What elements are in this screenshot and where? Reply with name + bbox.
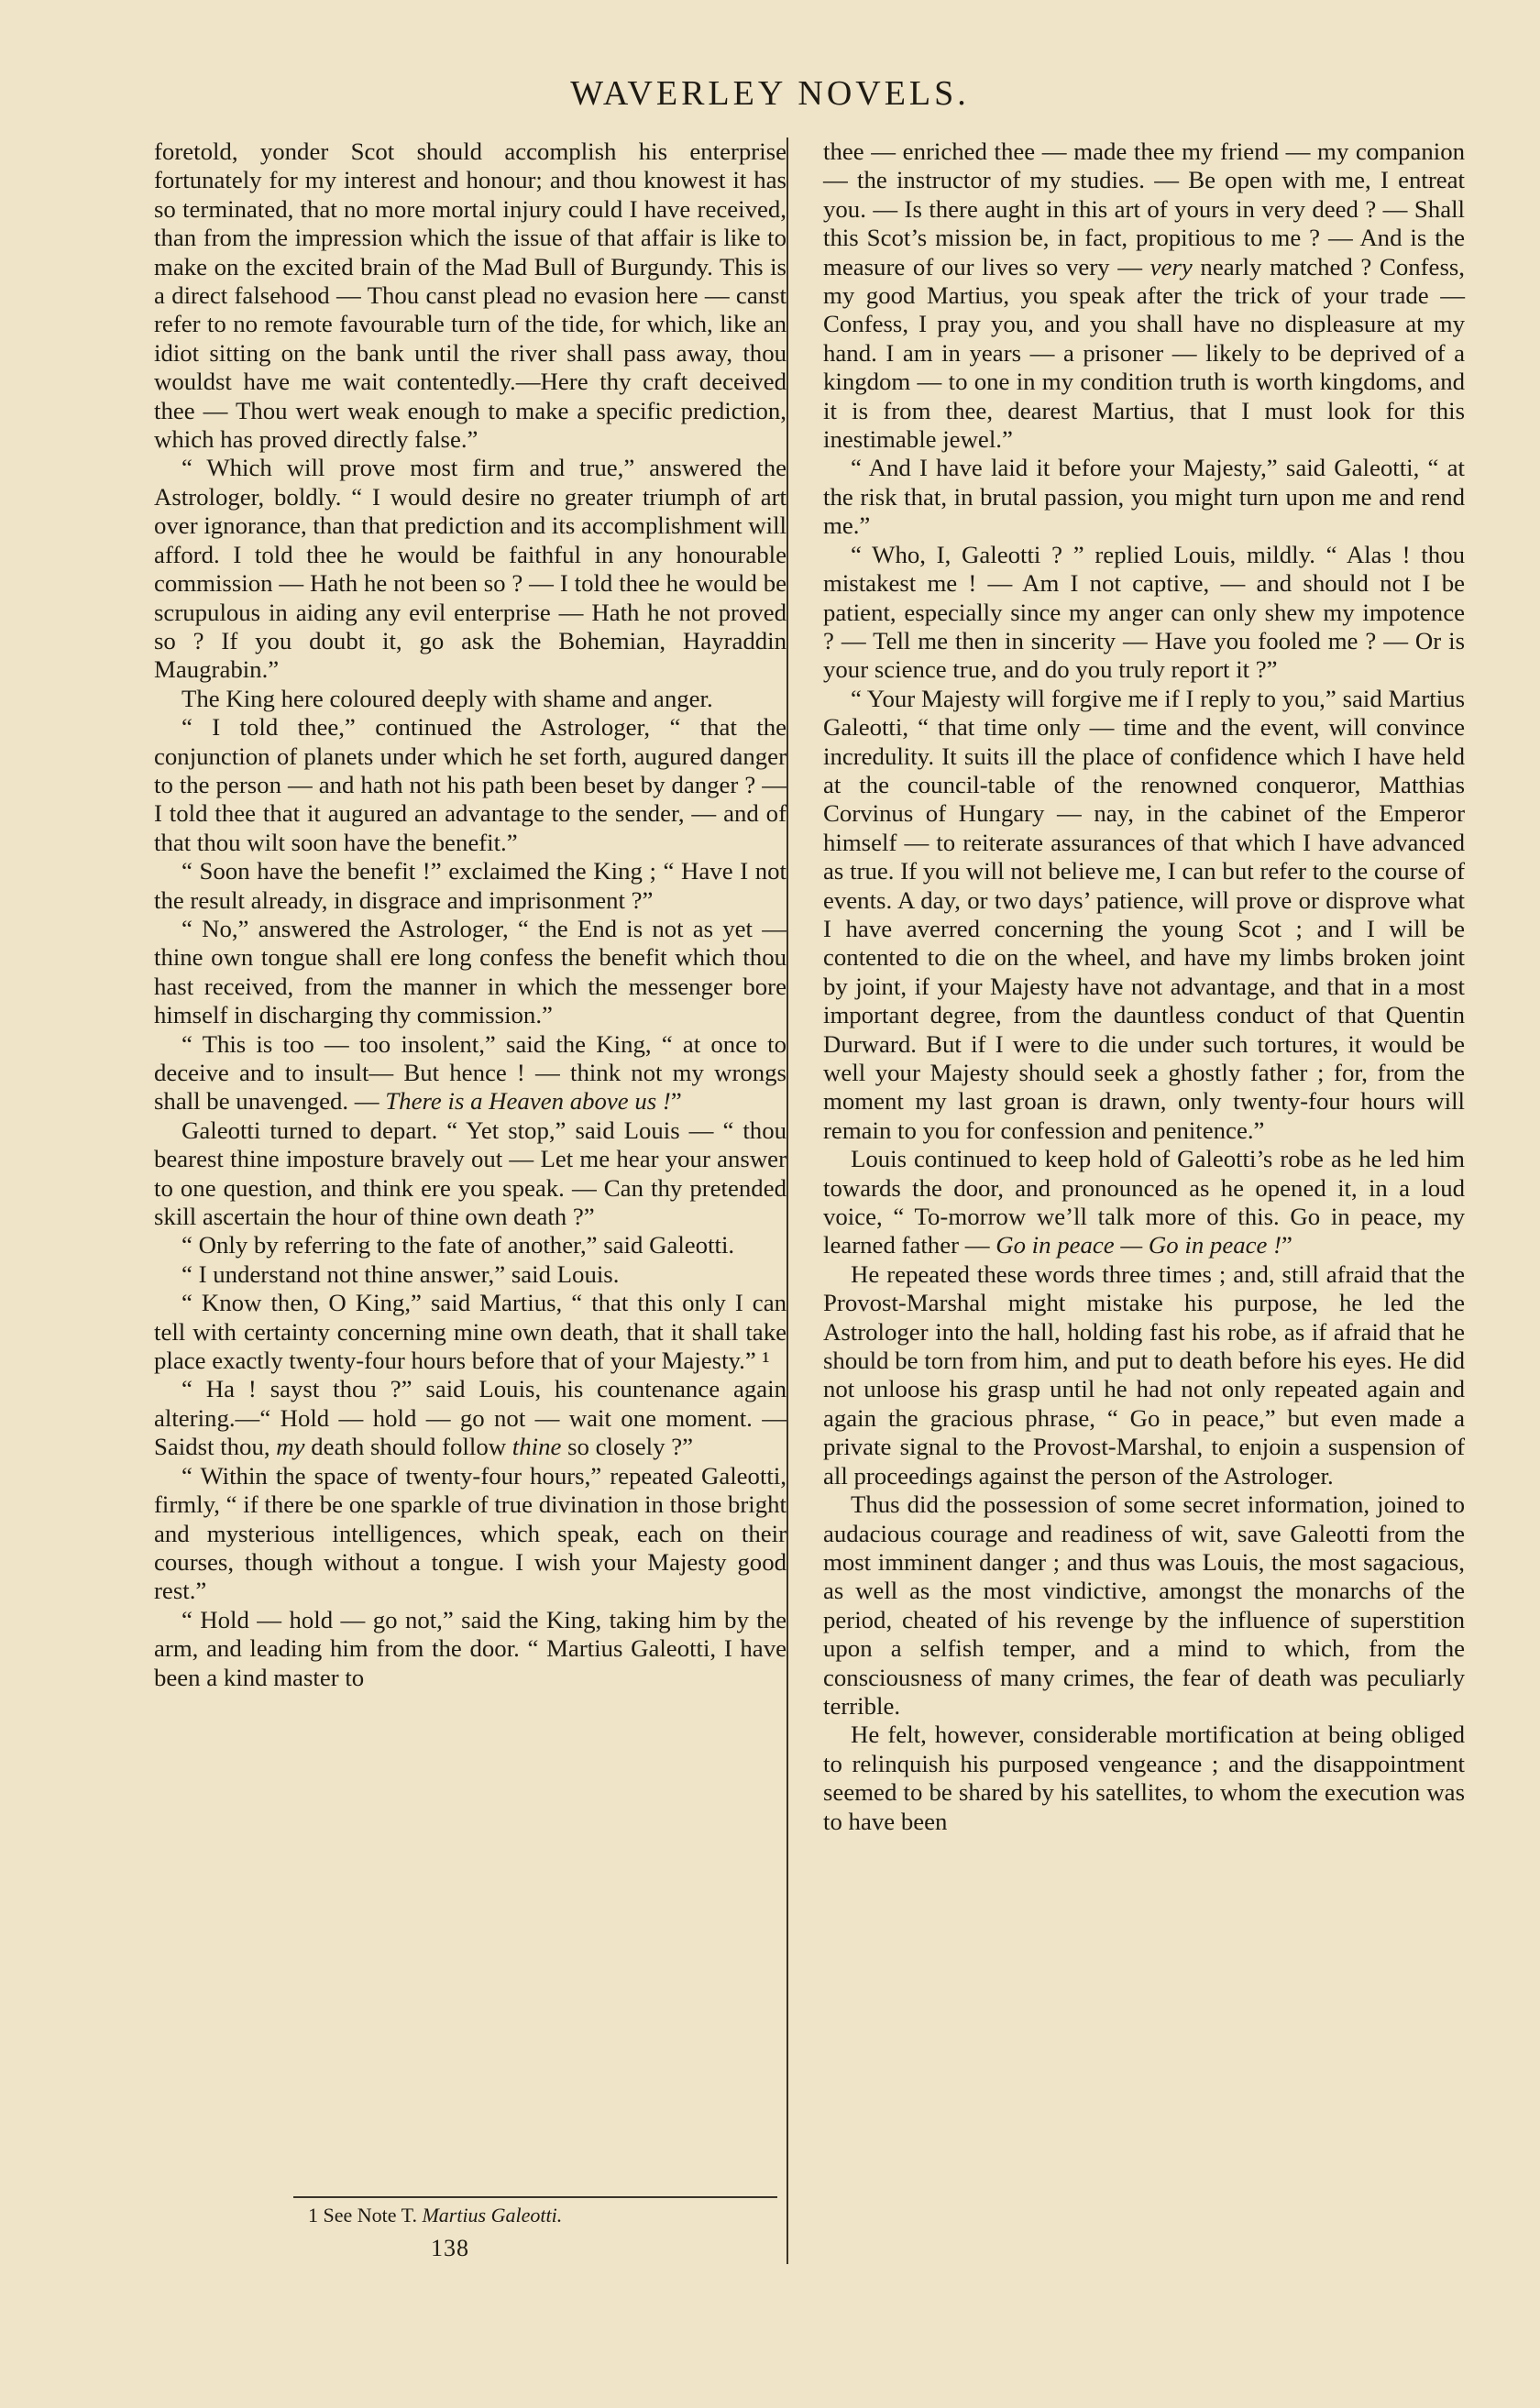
paragraph — [823, 685, 1465, 1146]
italic-text: my — [276, 1433, 305, 1461]
text-run: so closely ?” — [561, 1433, 693, 1461]
paragraph — [823, 541, 1465, 685]
running-header: WAVERLEY NOVELS. — [570, 74, 970, 113]
text-run: He repeated these words three times ; and, still afraid that the Provost-Marshal might mistake his purpose, he led the Astrologer into the hall, holding fast his robe, as if afraid that he should be torn from him, and put to death before his eyes. He did not unloose his grasp until he had not only repeated again and again the gracious phrase, “ Go in peace,” but even made a private signal to the Provost-Marshal, to enjoin a suspension of all proceedings against the person of the Astrologer. — [823, 1259, 1465, 1490]
text-run: “ I told thee,” continued the Astrologer, “ that the conjunction of planets under which he set forth, augured danger to the person — and hath not his path been beset by danger ? — I told thee that it augured an advantage to the sender, — and of that thou wilt soon have the benefit.” — [154, 713, 786, 856]
paragraph — [154, 1606, 786, 1692]
text-run: “ Which will prove most firm and true,” answered the Astrologer, boldly. “ I would desire no greater triumph of art over ignorance, than that prediction and its accomplishment will afford. I told thee he would be faithful in any honourable commission — Hath he not been so ? — I told thee he would be scrupulous in aiding any evil enterprise — Hath he not proved so ? If you doubt it, go ask the Bohemian, Hayraddin Maugrabin.” — [154, 454, 786, 684]
footnote-italic: Martius Galeotti. — [422, 2204, 563, 2227]
text-run: “ Soon have the benefit !” exclaimed the King ; “ Have I not the result already, in disgrace and imprisonment ?” — [154, 857, 786, 914]
paragraph — [154, 1375, 786, 1461]
italic-text: There is a Heaven above us ! — [385, 1087, 671, 1116]
text-run: Thus did the possession of some secret information, joined to audacious courage and readiness of wit, save Galeotti from the most imminent danger ; and thus was Louis, the most sagacious, as well as the most vindictive, amongst the monarchs of the period, cheated of his revenge by the influence of superstition upon a selfish temper, and a mind to which, from the consciousness of many crimes, the fear of death was peculiarly terrible. — [823, 1490, 1465, 1720]
column-divider — [786, 137, 788, 2264]
text-run: The King here coloured deeply with shame and anger. — [182, 684, 713, 712]
text-run: “ I understand not thine answer,” said Louis. — [182, 1259, 620, 1288]
page-number: 138 — [431, 2235, 469, 2261]
right-column — [823, 137, 1465, 1836]
paragraph — [154, 1030, 786, 1116]
text-run: “ Ha ! sayst thou ?” said Louis, his countenance again altering.—“ Hold — hold — go not — wait one moment. — Saidst thou, — [154, 1375, 786, 1461]
text-run: “ Hold — hold — go not,” said the King, taking him by the arm, and leading him from the door. “ Martius Galeotti, I have been a kind master to — [154, 1605, 786, 1691]
paragraph — [823, 1260, 1465, 1490]
footnote — [308, 2204, 562, 2227]
text-run: “ Know then, O King,” said Martius, “ that this only I can tell with certainty concerning mine own death, that it shall take place exactly twenty-four hours before that of your Majesty.” ¹ — [154, 1289, 786, 1375]
paragraph — [154, 1116, 786, 1232]
text-run: foretold, yonder Scot should accomplish his enterprise fortunately for my interest and honour; and thou knowest it has so terminated, that no more mortal injury could I have received, than from the impression which the issue of that affair is like to make on the excited brain of the Mad Bull of Burgundy. This is a direct falsehood — Thou canst plead no evasion here — canst refer to no remote favourable turn of the tide, for which, like an idiot sitting on the bank until the river shall pass away, thou wouldst have me wait contentedly.—Here thy craft deceived thee — Thou wert weak enough to make a specific prediction, which has proved directly false.” — [154, 137, 786, 454]
text-run: “ And I have laid it before your Majesty,” said Galeotti, “ at the risk that, in brutal passion, you might turn upon me and rend me.” — [823, 454, 1465, 540]
italic-text: thine — [512, 1433, 562, 1461]
paragraph — [154, 857, 786, 915]
text-run: “ Within the space of twenty-four hours,” repeated Galeotti, firmly, “ if there be one sparkle of true divination in those bright and mysterious intelligences, which speak, each on their courses, though without a tongue. I wish your Majesty good rest.” — [154, 1461, 786, 1605]
text-run: “ Your Majesty will forgive me if I reply to you,” said Martius Galeotti, “ that time only — time and the event, will convince incredulity. It suits ill the place of confidence which I have held at the council-table of the renowned conqueror, Matthias Corvinus of Hungary — nay, in the cabinet of the Emperor himself — to reiterate assurances of that which I have advanced as true. If you will not believe me, I can but refer to the course of events. A day, or two days’ patience, will prove or disprove what I have averred concerning the young Scot ; and I will be contented to die on the wheel, and have my limbs broken joint by joint, if your Majesty have not advantage, and that in a most important degree, from the dauntless conduct of that Quentin Durward. But if I were to die under such tortures, it would be well your Majesty should seek a ghostly father ; for, from the moment my last groan is drawn, only twenty-four hours will remain to you for confession and penitence.” — [823, 684, 1465, 1144]
paragraph — [823, 454, 1465, 540]
text-run: thee — enriched thee — made thee my friend — my companion — the instructor of my studies. — Be open with me, I entreat you. — Is there aught in this art of yours in very deed ? — Shall this Scot’s mission be, in fact, propitious to me ? — And is the measure of our lives so very — — [823, 137, 1465, 280]
paragraph — [154, 1289, 786, 1375]
text-run: “ No,” answered the Astrologer, “ the End is not as yet — thine own tongue shall ere long confess the benefit which thou hast received, from the manner in which the messenger bore himself in discharging thy commission.” — [154, 914, 786, 1029]
paragraph — [823, 1721, 1465, 1836]
footnote-text: See Note T. — [323, 2204, 417, 2227]
paragraph — [823, 1490, 1465, 1721]
text-run: “ This is too — too insolent,” said the King, “ at once to deceive and to insult— But hence ! — think not my wrongs shall be unavenged. — — [154, 1029, 786, 1116]
text-run: “ Only by referring to the fate of another,” said Galeotti. — [182, 1231, 735, 1259]
text-run: nearly matched ? Confess, my good Martius, you speak after the trick of your trade — Confess, I pray you, and you shall have no displeasure at my hand. I am in years — a prisoner — likely to be deprived of a kingdom — to one in my condition truth is worth kingdoms, and it is from thee, dearest Martius, that I must look for this inestimable jewel.” — [823, 252, 1465, 454]
paragraph — [154, 713, 786, 857]
paragraph — [154, 454, 786, 684]
footnote-rule — [293, 2196, 777, 2198]
text-run: ” — [1282, 1231, 1292, 1259]
italic-text: very — [1150, 252, 1193, 280]
paragraph — [154, 915, 786, 1030]
paragraph — [823, 1145, 1465, 1260]
text-run: “ Who, I, Galeotti ? ” replied Louis, mildly. “ Alas ! thou mistakest me ! — Am I not captive, — and should not I be patient, especially since my anger can only shew my impotence ? — Tell me then in sincerity — Have you fooled me ? — Or is your science true, and do you truly report it ?” — [823, 540, 1465, 684]
footnote-mark: 1 — [308, 2204, 318, 2227]
paragraph — [823, 137, 1465, 454]
paragraph — [154, 685, 786, 713]
left-column — [154, 137, 786, 1692]
paragraph — [154, 1231, 786, 1259]
italic-text: Go in peace — Go in peace ! — [996, 1231, 1282, 1259]
paragraph — [154, 1462, 786, 1606]
text-run: ” — [670, 1087, 682, 1116]
paragraph — [154, 1260, 786, 1289]
text-run: death should follow — [304, 1433, 512, 1461]
text-run: He felt, however, considerable mortification at being obliged to relinquish his purposed vengeance ; and the disappointment seemed to be shared by his satellites, to whom the execution was to have been — [823, 1721, 1465, 1835]
text-run: Galeotti turned to depart. “ Yet stop,” said Louis — “ thou bearest thine imposture bravely out — Let me hear your answer to one question, and think ere you speak. — Can thy pretended skill ascertain the hour of thine own death ?” — [154, 1116, 786, 1231]
text-run: Louis continued to keep hold of Galeotti’s robe as he led him towards the door, and pronounced as he opened it, in a loud voice, “ To-morrow we’ll talk more of this. Go in peace, my learned father — — [823, 1145, 1465, 1259]
paragraph — [154, 137, 786, 454]
